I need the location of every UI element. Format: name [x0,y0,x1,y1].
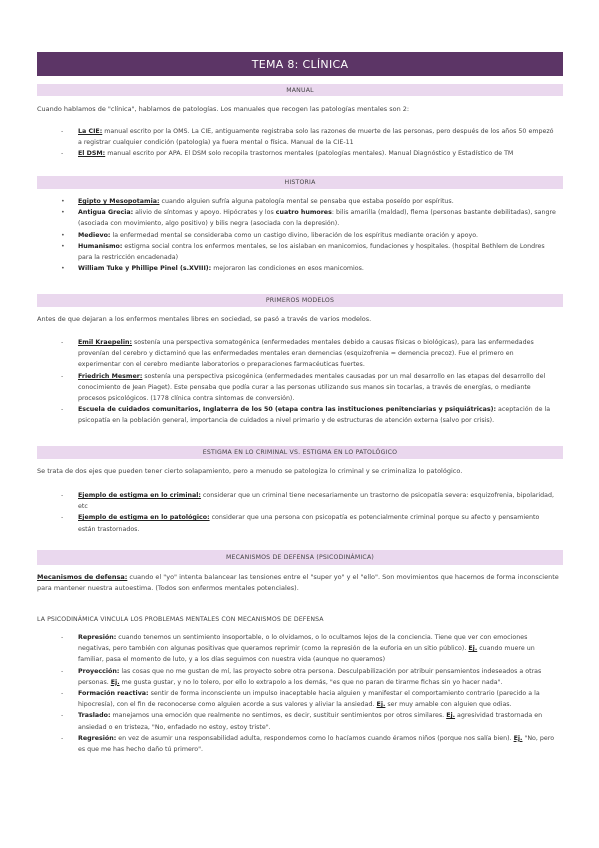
modelos-intro: Antes de que dejaran a los enfermos mentales libres en sociedad, se pasó a través de varios modelos. [37,315,372,323]
list-item: - Represión: cuando tenemos un sentimiento insoportable, o lo olvidamos, o lo ocultamos lejos de la conciencia. Tiene que ver con emociones negativas, pero también con algunas positivas que queramos reprimir (como la represión de la euforia en un sitio público). Ej. cuando muere un familiar, pasa el momento de luto, y a los días seguimos con nuestra vida (aunque no queramos) [61,634,535,664]
section-heading-historia: HISTORIA [37,176,563,189]
manual-intro: Cuando hablamos de "clínica", hablamos de patologías. Los manuales que recogen las patologías mentales son 2: [37,105,410,113]
section-heading-estigma: ESTIGMA EN LO CRIMINAL VS. ESTIGMA EN LO PATOLÓGICO [37,446,563,459]
list-item: - Friedrich Mesmer: sostenía una perspectiva psicogénica (enfermedades mentales causadas por un mal desarrollo en las etapas del desarrollo del conocimiento de Jean Piaget). Este pensaba que podía curar a las personas utilizando sus manos sin tocarlas, a través de energías, o mediante procesos psicológicos. (1778 clínica contra síntomas de conversión). [61,372,546,403]
list-item: - Regresión: en vez de asumir una responsabilidad adulta, respondemos como lo hacíamos cuando éramos niños (porque nos salía bien). Ej. "No, pero es que me has hecho daño tú primero". [61,734,555,754]
estigma-intro: Se trata de dos ejes que pueden tener cierto solapamiento, pero a menudo se patologiza lo criminal y se criminaliza lo patológico. [37,467,463,475]
historia-list [61,196,556,274]
list-item: - Ejemplo de estigma en lo patológico: considerar que una persona con psicopatía es potencialmente criminal porque su afecto y pensamiento están trastornados. [61,514,540,533]
mecanismos-list [61,632,556,755]
list-item: - Ejemplo de estigma en lo criminal: considerar que un criminal tiene necesariamente un trastorno de psicopatía severa: esquizofrenia, bipolaridad, etc [61,492,555,511]
list-item: • Medievo: la enfermedad mental se consideraba como un castigo divino, liberación de los espíritus mediante oración y apoyo. [61,231,478,239]
mecanismos-intro: Mecanismos de defensa: cuando el "yo" intenta balancear las tensiones entre el "super yo" y el "ello". Son movimientos que hacemos de forma inconsciente para mantener nuestra autoestima. (Todos son enfermos mentales potenciales). [37,573,559,593]
page-title: TEMA 8: CLÍNICA [37,52,563,76]
list-item: - Emil Kraepelin: sostenía una perspectiva somatogénica (enfermedades mentales debido a causas físicas o biológicas), para las enfermedades provenían del cerebro y dictaminó que las enfermedades mentales eran demencias (esquizofrenia = demencia precoz). Fue el primero en experimentar con el cerebro mediante laboratorios o preparaciones farmacéuticas fuertes. [61,339,534,369]
list-item: - Escuela de cuidados comunitarios, Inglaterra de los 50 (etapa contra las instituciones penitenciarias y psiquiátricas): aceptación de la psicopatía en la población general, importancia de cuidados a nivel primario y de estructuras de atención externa (salvo por crisis). [61,406,551,425]
list-item: • Egipto y Mesopotamia: cuando alguien sufría alguna patología mental se pensaba que estaba poseído por espíritus. [61,198,454,205]
list-item: • William Tuke y Phillipe Pinel (s.XVIII): mejoraron las condiciones en esos manicomios. [61,265,364,273]
list-item: • Antigua Grecia: alivio de síntomas y apoyo. Hipócrates y los cuatro humores: bilis amarilla (maldad), flema (personas bastante debilitadas), sangre (asociada con movimiento, algo positivo) y bilis negra (asociada con la depresión). [61,209,556,228]
estigma-list [61,490,556,535]
list-item: - El DSM: manual escrito por APA. El DSM solo recopila trastornos mentales (patologías mentales). Manual Diagnóstico y Estadístico de TM [61,150,514,158]
list-item: - La CIE: manual escrito por la OMS. La CIE, antiguamente registraba solo las razones de muerte de las personas, pero después de los años 50 empezó a registrar cualquier condición (patología) ya fuera mental o física. Manual de la CIE-11 [61,128,554,147]
section-heading-manual: MANUAL [37,84,563,96]
list-item: - Proyección: las cosas que no me gustan de mí, las proyecto sobre otra persona. Desculpabilización por atribuir pensamientos indeseados a otras personas. Ej. me gusta gustar, y no lo tolero, por ello lo extrapolo a los demás, "es que no paran de tirarme fichas sin yo hacer nada". [61,667,542,686]
list-item: - Formación reactiva: sentir de forma inconsciente un impulso inaceptable hacia alguien y manifestar el comportamiento contrario (parecido a la hipocresía), con el fin de reconocerse como alguien acorde a sus valores y aliviar la ansiedad. Ej. ser muy amable con alguien que odias. [61,690,540,709]
list-item: • Humanismo: estigma social contra los enfermos mentales, se los aislaban en manicomios, fundaciones y hospitales. (hospital Bethlem de Londres para la restricción encadenada) [61,242,545,262]
list-item: - Traslado: manejamos una emoción que realmente no sentimos, es decir, sustituir sentimientos por otros similares. Ej. agresividad trastornada en ansiedad o en tristeza, "No, enfadado no estoy, estoy triste". [61,712,543,731]
modelos-list [61,337,556,427]
manual-list [61,126,556,160]
section-heading-modelos: PRIMEROS MODELOS [37,294,563,307]
mecanismos-subheading: LA PSICODINÁMICA VINCULA LOS PROBLEMAS MENTALES CON MECANISMOS DE DEFENSA [37,616,324,623]
section-heading-mecanismos: MECANISMOS DE DEFENSA (PSICODINÁMICA) [37,550,563,565]
